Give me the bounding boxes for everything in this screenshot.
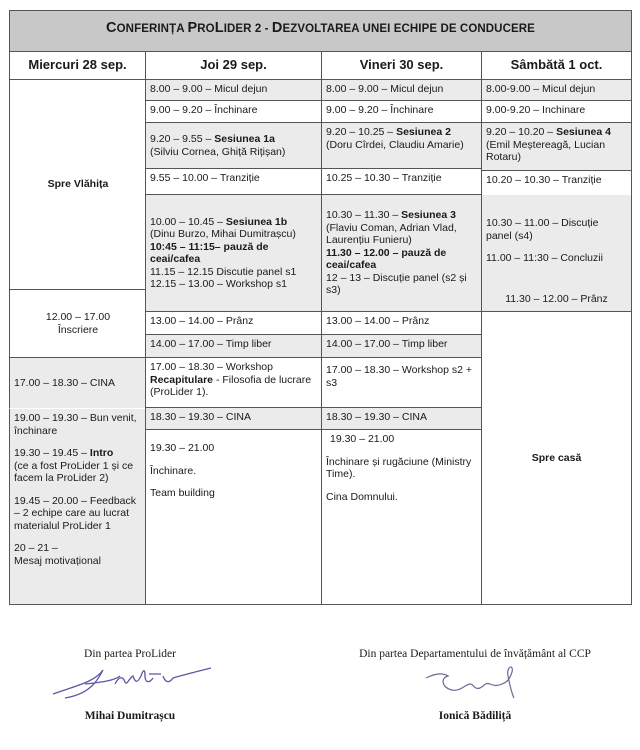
wed-intro: 19.30 – 19.45 – Intro (ce a fost ProLider 1 și ce facem la ProLider 2) — [14, 447, 134, 484]
fri-workshop: 17.00 – 18.30 – Workshop s2 + s3 — [321, 358, 482, 408]
fri-transition: 10.25 – 10.30 – Tranziție — [321, 169, 482, 195]
thu-evening: 19.30 – 21.00 Închinare. Team building — [145, 430, 322, 605]
wed-welcome: 19.00 – 19.30 – Bun venit, închinare — [14, 412, 137, 437]
schedule-title — [9, 10, 632, 52]
fri-breakfast: 8.00 – 9.00 – Micul dejun — [321, 80, 482, 101]
day-header-friday: Vineri 30 sep. — [321, 52, 482, 80]
wed-evening — [9, 408, 146, 605]
signature-name: Mihai Dumitrașcu — [84, 710, 176, 722]
thu-session-1b: 10.00 – 10.45 – Sesiunea 1b (Dinu Burzo, Mihai Dumitrașcu) 10:45 – 11:15– pauză de ceai/cafea 11.15 – 12.15 Discutie panel s1 12.15 – 13.00 – Workshop s1 — [145, 195, 322, 312]
wed-registration-time: 12.00 – 17.00 — [45, 311, 111, 323]
thu-transition: 9.55 – 10.00 – Tranziție — [145, 169, 322, 195]
thu-worship: 9.00 – 9.20 – Închinare — [145, 101, 322, 123]
sat-transition: 10.20 – 10.30 – Tranziție — [481, 171, 632, 195]
signature-prolider — [30, 648, 230, 722]
fri-dinner: 18.30 – 19.30 – CINA — [321, 408, 482, 430]
fri-worship: 9.00 – 9.20 – Închinare — [321, 101, 482, 123]
signature-org: Din partea ProLider — [84, 648, 176, 660]
thu-break: 10:45 – 11:15– pauză de ceai/cafea — [150, 240, 269, 265]
thu-breakfast: 8.00 – 9.00 – Micul dejun — [145, 80, 322, 101]
thu-workshop: 12.15 – 13.00 – Workshop s1 — [150, 278, 287, 290]
day-header-saturday: Sâmbătă 1 oct. — [481, 52, 632, 80]
wed-feedback: 19.45 – 20.00 – Feedback – 2 echipe care au lucrat materialul ProLider 1 — [14, 494, 137, 532]
sat-going-home: Spre casă — [481, 312, 632, 605]
day-header-wednesday: Miercuri 28 sep. — [9, 52, 146, 80]
thu-dinner: 18.30 – 19.30 – CINA — [145, 408, 322, 430]
schedule-table — [9, 10, 632, 605]
title-part: LIDER 2 - — [214, 20, 272, 36]
title-part: DEZVOLTAREA UNEI ECHIPE DE CONDUCERE — [271, 20, 535, 36]
title-part: PRO — [187, 20, 215, 36]
thu-free-time: 14.00 – 17.00 – Timp liber — [145, 335, 322, 358]
fri-panel: 12 – 13 – Discuție panel (s2 și s3) — [326, 271, 467, 297]
wed-registration-label: Înscriere — [57, 323, 99, 336]
wed-dinner: 17.00 – 18.30 – CINA — [9, 358, 146, 408]
title-part: CONFERINȚA — [106, 20, 188, 36]
wed-motivational: 20 – 21 – Mesaj motivațional — [14, 542, 101, 567]
fri-session-3: 10.30 – 11.30 – Sesiunea 3 (Flaviu Coman, Adrian Vlad, Laurențiu Funieru) 11.30 – 12.00 – pauză de ceai/cafea 12 – 13 – Discuție panel (s2 și s3) — [321, 195, 482, 312]
sat-panel: 10.30 – 11.00 – Discuție panel (s4) — [486, 217, 599, 242]
thu-panel: 11.15 – 12.15 Discutie panel s1 — [150, 265, 297, 278]
wed-registration — [9, 290, 146, 358]
thu-session-1a: 9.20 – 9.55 – Sesiunea 1a (Silviu Cornea, Ghiță Rițișan) — [145, 123, 322, 169]
sat-lunch: 11.30 – 12.00 – Prânz — [481, 287, 632, 312]
fri-session-2: 9.20 – 10.25 – Sesiunea 2 (Doru Cîrdei, Claudiu Amarie) — [321, 123, 482, 169]
thu-lunch: 13.00 – 14.00 – Prânz — [145, 312, 322, 335]
sat-conclusions: 11.00 – 11:30 – Concluzii — [486, 252, 603, 265]
sat-session-4: 9.20 – 10.20 – Sesiunea 4 (Emil Meștereagă, Lucian Rotaru) — [481, 123, 632, 171]
wed-travel: Spre Vlăhița — [9, 80, 146, 290]
thu-recap-workshop: 17.00 – 18.30 – Workshop Recapitulare - Filosofia de lucrare (ProLider 1). — [145, 358, 322, 408]
day-header-thursday: Joi 29 sep. — [145, 52, 322, 80]
handwritten-signature-icon — [390, 662, 560, 704]
sat-worship: 9.00-9.20 – Inchinare — [481, 101, 632, 123]
signature-org: Din partea Departamentului de învățământ al CCP — [359, 648, 591, 660]
handwritten-signature-icon — [45, 662, 215, 704]
fri-free-time: 14.00 – 17.00 – Timp liber — [321, 335, 482, 358]
fri-lunch: 13.00 – 14.00 – Prânz — [321, 312, 482, 335]
fri-evening: 19.30 – 21.00 Închinare și rugăciune (Ministry Time). Cina Domnului. — [321, 430, 482, 605]
signature-name: Ionică Bădiliță — [438, 710, 512, 722]
fri-break: 11.30 – 12.00 – pauză de ceai/cafea — [326, 246, 447, 272]
sat-breakfast: 8.00-9.00 – Micul dejun — [481, 80, 632, 101]
sat-panel-block — [481, 195, 632, 287]
signature-ccp — [330, 648, 620, 722]
